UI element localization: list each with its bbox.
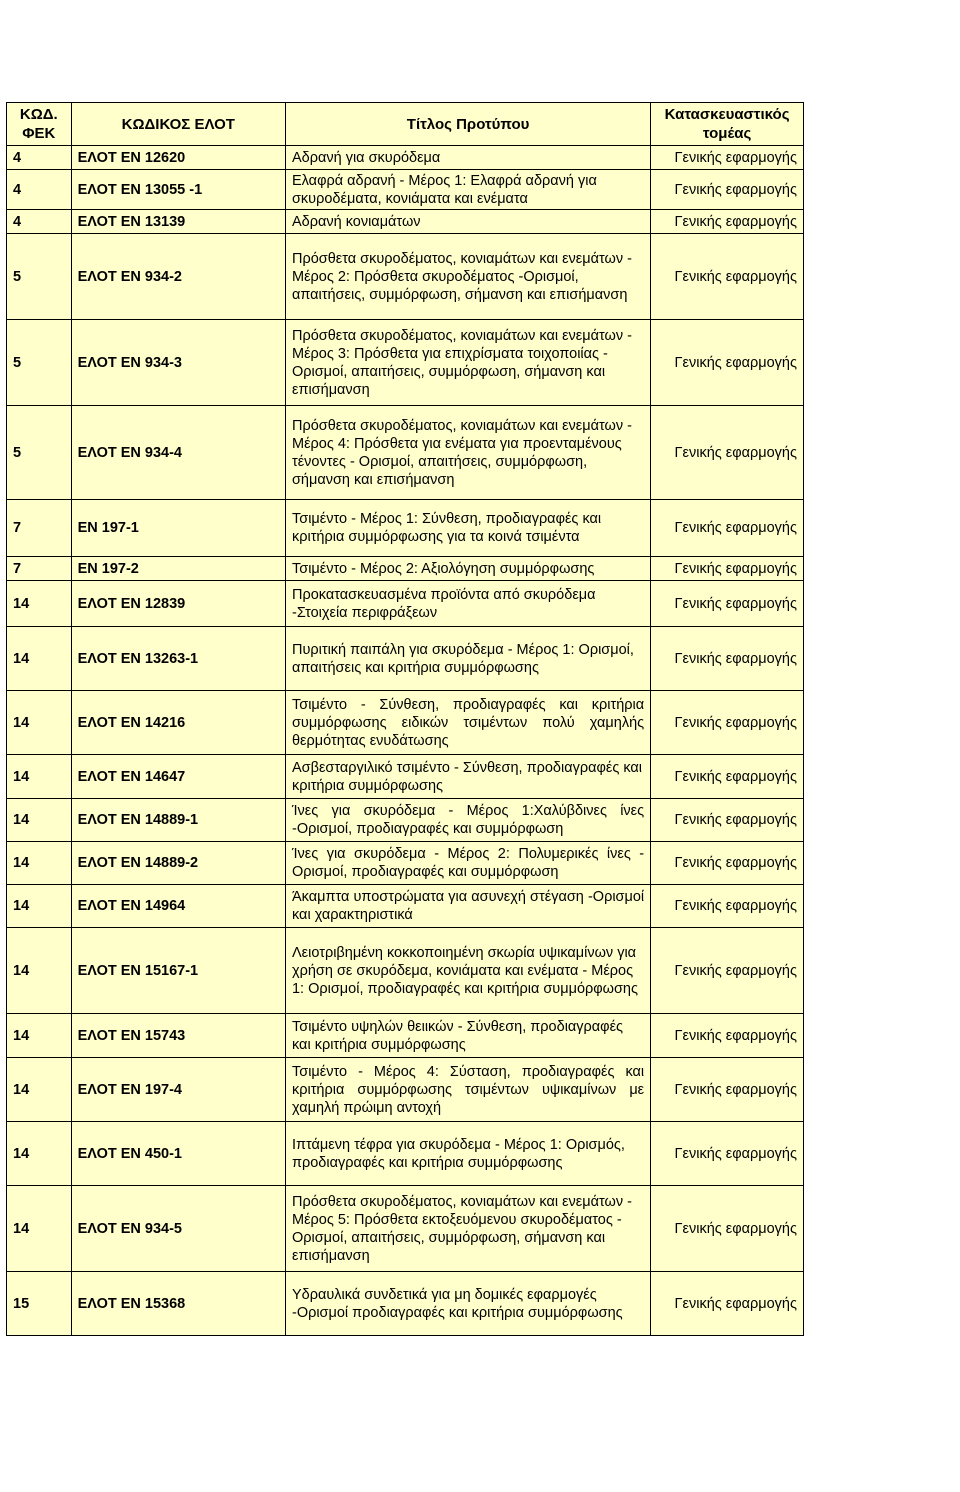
cell-fek: 4 <box>7 210 72 234</box>
table-row <box>7 627 804 691</box>
cell-title: Αδρανή κονιαμάτων <box>285 210 650 234</box>
cell-sector: Γενικής εφαρμογής <box>651 1014 804 1058</box>
cell-sector: Γενικής εφαρμογής <box>651 581 804 627</box>
header-title: Τίτλος Προτύπου <box>285 103 650 146</box>
cell-code: ΕΛΟΤ ΕΝ 15167-1 <box>71 928 285 1014</box>
cell-title: Ασβεσταργιλικό τσιμέντο - Σύνθεση, προδιαγραφές και κριτήρια συμμόρφωσης <box>285 755 650 799</box>
cell-title: Πρόσθετα σκυροδέματος, κονιαμάτων και ενεμάτων - Μέρος 4: Πρόσθετα για ενέματα για προενταμένους τένοντες - Ορισμοί, απαιτήσεις, συμμόρφωση, σήμανση και επισήμανση <box>285 406 650 500</box>
cell-code: ΕΝ 197-1 <box>71 500 285 557</box>
cell-sector: Γενικής εφαρμογής <box>651 691 804 755</box>
cell-title: Ιπτάμενη τέφρα για σκυρόδεμα - Μέρος 1: Ορισμός, προδιαγραφές και κριτήρια συμμόρφωσης <box>285 1122 650 1186</box>
table-row <box>7 885 804 928</box>
cell-sector: Γενικής εφαρμογής <box>651 320 804 406</box>
cell-sector: Γενικής εφαρμογής <box>651 799 804 842</box>
cell-sector: Γενικής εφαρμογής <box>651 627 804 691</box>
table-row <box>7 842 804 885</box>
cell-title: Αδρανή για σκυρόδεμα <box>285 146 650 170</box>
cell-fek: 14 <box>7 755 72 799</box>
cell-code: ΕΛΟΤ ΕΝ 934-5 <box>71 1186 285 1272</box>
cell-title: Τσιμέντο - Σύνθεση, προδιαγραφές και κριτήρια συμμόρφωσης ειδικών τσιμέντων πολύ χαμηλής θερμότητας ενυδάτωσης <box>285 691 650 755</box>
table-row <box>7 557 804 581</box>
cell-fek: 15 <box>7 1272 72 1336</box>
cell-fek: 14 <box>7 1014 72 1058</box>
cell-code: ΕΛΟΤ ΕΝ 15743 <box>71 1014 285 1058</box>
cell-sector: Γενικής εφαρμογής <box>651 1272 804 1336</box>
cell-sector: Γενικής εφαρμογής <box>651 885 804 928</box>
header-fek: ΚΩΔ. ΦΕΚ <box>7 103 72 146</box>
cell-code: ΕΛΟΤ ΕΝ 197-4 <box>71 1058 285 1122</box>
cell-code: ΕΛΟΤ ΕΝ 450-1 <box>71 1122 285 1186</box>
cell-fek: 14 <box>7 627 72 691</box>
cell-fek: 14 <box>7 885 72 928</box>
table-row <box>7 581 804 627</box>
cell-title: Λειοτριβημένη κοκκοποιημένη σκωρία υψικαμίνων για χρήση σε σκυρόδεμα, κονιάματα και ενέματα - Μέρος 1: Ορισμοί, προδιαγραφές και κριτήρια συμμόρφωσης <box>285 928 650 1014</box>
cell-title: Πυριτική παιπάλη για σκυρόδεμα - Μέρος 1: Ορισμοί, απαιτήσεις και κριτήρια συμμόρφωσης <box>285 627 650 691</box>
cell-fek: 14 <box>7 1058 72 1122</box>
cell-fek: 5 <box>7 234 72 320</box>
table-row <box>7 928 804 1014</box>
cell-title: Υδραυλικά συνδετικά για μη δομικές εφαρμογές -Ορισμοί προδιαγραφές και κριτήρια συμμόρφωσης <box>285 1272 650 1336</box>
cell-fek: 14 <box>7 1122 72 1186</box>
cell-code: ΕΛΟΤ ΕΝ 934-4 <box>71 406 285 500</box>
cell-title: Τσιμέντο - Μέρος 2: Αξιολόγηση συμμόρφωσης <box>285 557 650 581</box>
cell-title: Άκαμπτα υποστρώματα για ασυνεχή στέγαση -Ορισμοί και χαρακτηριστικά <box>285 885 650 928</box>
cell-code: ΕΛΟΤ ΕΝ 13139 <box>71 210 285 234</box>
table-row <box>7 146 804 170</box>
cell-code: ΕΛΟΤ ΕΝ 13263-1 <box>71 627 285 691</box>
cell-sector: Γενικής εφαρμογής <box>651 170 804 210</box>
cell-sector: Γενικής εφαρμογής <box>651 842 804 885</box>
cell-code: ΕΛΟΤ ΕΝ 14964 <box>71 885 285 928</box>
cell-code: ΕΛΟΤ ΕΝ 934-2 <box>71 234 285 320</box>
cell-fek: 5 <box>7 406 72 500</box>
cell-fek: 4 <box>7 146 72 170</box>
table-row <box>7 1058 804 1122</box>
table-row <box>7 1272 804 1336</box>
cell-title: Ίνες για σκυρόδεμα - Μέρος 1:Χαλύβδινες ίνες -Ορισμοί, προδιαγραφές και συμμόρφωση <box>285 799 650 842</box>
cell-code: ΕΛΟΤ ΕΝ 14889-1 <box>71 799 285 842</box>
cell-sector: Γενικής εφαρμογής <box>651 500 804 557</box>
cell-code: ΕΛΟΤ ΕΝ 934-3 <box>71 320 285 406</box>
cell-fek: 14 <box>7 928 72 1014</box>
cell-title: Τσιμέντο υψηλών θειικών - Σύνθεση, προδιαγραφές και κριτήρια συμμόρφωσης <box>285 1014 650 1058</box>
table-row <box>7 755 804 799</box>
cell-code: ΕΛΟΤ ΕΝ 14647 <box>71 755 285 799</box>
cell-sector: Γενικής εφαρμογής <box>651 210 804 234</box>
cell-code: ΕΛΟΤ ΕΝ 12620 <box>71 146 285 170</box>
cell-fek: 14 <box>7 1186 72 1272</box>
cell-title: Ίνες για σκυρόδεμα - Μέρος 2: Πολυμερικές ίνες - Ορισμοί, προδιαγραφές και συμμόρφωση <box>285 842 650 885</box>
cell-sector: Γενικής εφαρμογής <box>651 406 804 500</box>
table-row <box>7 691 804 755</box>
table-row <box>7 320 804 406</box>
cell-code: ΕΛΟΤ ΕΝ 14889-2 <box>71 842 285 885</box>
table-row <box>7 1014 804 1058</box>
cell-title: Τσιμέντο - Μέρος 1: Σύνθεση, προδιαγραφές και κριτήρια συμμόρφωσης για τα κοινά τσιμέντα <box>285 500 650 557</box>
cell-code: ΕΝ 197-2 <box>71 557 285 581</box>
header-code: ΚΩΔΙΚΟΣ ΕΛΟΤ <box>71 103 285 146</box>
cell-title: Πρόσθετα σκυροδέματος, κονιαμάτων και ενεμάτων - Μέρος 2: Πρόσθετα σκυροδέματος -Ορισμοί, απαιτήσεις, συμμόρφωση, σήμανση και επισήμανση <box>285 234 650 320</box>
cell-title: Προκατασκευασμένα προϊόντα από σκυρόδεμα -Στοιχεία περιφράξεων <box>285 581 650 627</box>
cell-fek: 14 <box>7 842 72 885</box>
standards-table <box>6 102 804 1336</box>
header-sector: Κατασκευαστικός τομέας <box>651 103 804 146</box>
cell-sector: Γενικής εφαρμογής <box>651 1058 804 1122</box>
cell-title: Πρόσθετα σκυροδέματος, κονιαμάτων και ενεμάτων - Μέρος 3: Πρόσθετα για επιχρίσματα τοιχοποιίας - Ορισμοί, απαιτήσεις, συμμόρφωση, σήμανση και επισήμανση <box>285 320 650 406</box>
cell-title: Πρόσθετα σκυροδέματος, κονιαμάτων και ενεμάτων - Μέρος 5: Πρόσθετα εκτοξευόμενου σκυροδέματος - Ορισμοί, απαιτήσεις, συμμόρφωση, σήμανση και επισήμανση <box>285 1186 650 1272</box>
cell-fek: 7 <box>7 557 72 581</box>
cell-code: ΕΛΟΤ ΕΝ 12839 <box>71 581 285 627</box>
cell-sector: Γενικής εφαρμογής <box>651 146 804 170</box>
table-row <box>7 210 804 234</box>
cell-sector: Γενικής εφαρμογής <box>651 928 804 1014</box>
cell-fek: 14 <box>7 799 72 842</box>
cell-sector: Γενικής εφαρμογής <box>651 557 804 581</box>
cell-sector: Γενικής εφαρμογής <box>651 234 804 320</box>
cell-fek: 4 <box>7 170 72 210</box>
table-row <box>7 170 804 210</box>
table-row <box>7 234 804 320</box>
table-header-row <box>7 103 804 146</box>
table-row <box>7 1186 804 1272</box>
table-row <box>7 500 804 557</box>
cell-fek: 5 <box>7 320 72 406</box>
cell-fek: 7 <box>7 500 72 557</box>
cell-sector: Γενικής εφαρμογής <box>651 1186 804 1272</box>
cell-code: ΕΛΟΤ ΕΝ 13055 -1 <box>71 170 285 210</box>
cell-fek: 14 <box>7 691 72 755</box>
cell-code: ΕΛΟΤ ΕΝ 15368 <box>71 1272 285 1336</box>
cell-sector: Γενικής εφαρμογής <box>651 755 804 799</box>
cell-fek: 14 <box>7 581 72 627</box>
cell-title: Τσιμέντο - Μέρος 4: Σύσταση, προδιαγραφές και κριτήρια συμμόρφωσης τσιμέντων υψικαμίνων με χαμηλή πρώιμη αντοχή <box>285 1058 650 1122</box>
table-row <box>7 1122 804 1186</box>
cell-code: ΕΛΟΤ ΕΝ 14216 <box>71 691 285 755</box>
cell-sector: Γενικής εφαρμογής <box>651 1122 804 1186</box>
cell-title: Ελαφρά αδρανή - Μέρος 1: Ελαφρά αδρανή για σκυροδέματα, κονιάματα και ενέματα <box>285 170 650 210</box>
table-row <box>7 406 804 500</box>
table-row <box>7 799 804 842</box>
